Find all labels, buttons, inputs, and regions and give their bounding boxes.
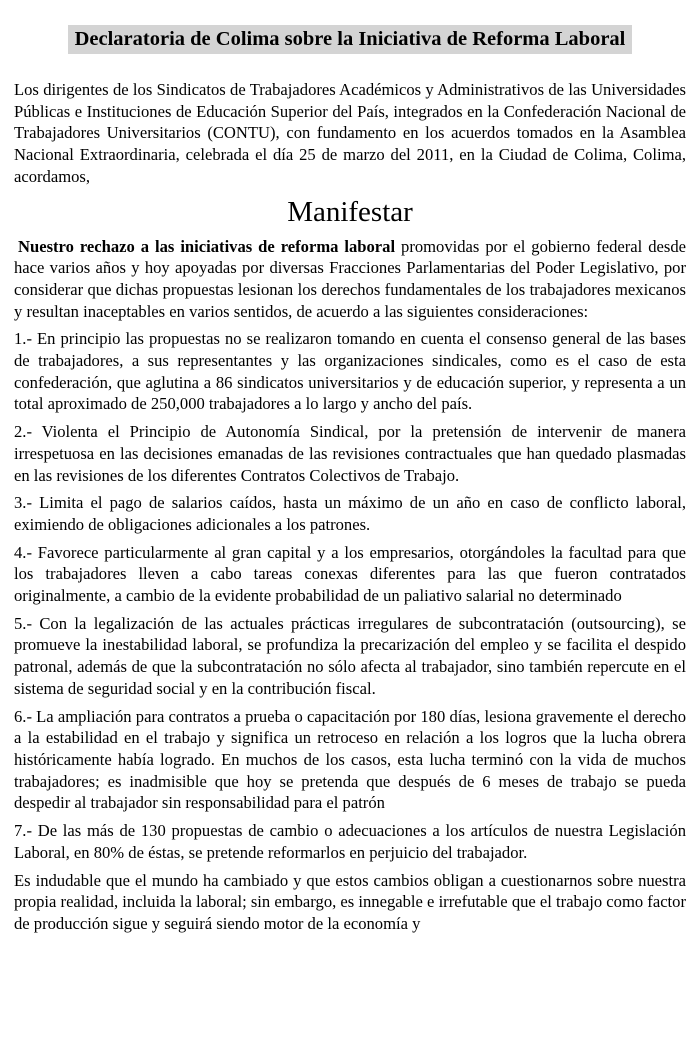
document-title	[14, 24, 686, 54]
closing-paragraph: Es indudable que el mundo ha cambiado y que estos cambios obligan a cuestionarnos sobre nuestra propia realidad, incluida la laboral; sin embargo, es innegable e irrefutable que el trabajo como factor de producción sigue y seguirá siendo motor de la economía y	[14, 870, 686, 933]
manifesto-lead-paragraph	[14, 236, 686, 323]
manifesto-lead-bold-text: Nuestro rechazo a las iniciativas de reforma laboral	[18, 236, 396, 256]
point-6-paragraph: 6.- La ampliación para contratos a prueba o capacitación por 180 días, lesiona gravemente el derecho a la estabilidad en el trabajo y significa un retroceso en relación a los logros que la lucha obrera históricamente había logrado. En muchos de los casos, esta lucha terminó con la vida de muchos trabajadores; es inadmisible que hoy se pretenda que después de 6 meses de trabajo se pueda despedir al trabajador sin responsabilidad para el patrón	[14, 706, 686, 813]
point-1-paragraph: 1.- En principio las propuestas no se realizaron tomando en cuenta el consenso general de las bases de trabajadores, a sus representantes y las organizaciones sindicales, como es el caso de esta confederación, que aglutina a 86 sindicatos universitarios y de educación superior, y representa a un total aproximado de 250,000 trabajadores a lo largo y ancho del país.	[14, 329, 686, 414]
manifesto-lead-rest-text: promovidas por el gobierno federal desde hace varios años y hoy apoyadas por diversas Fracciones Parlamentarias del Poder Legislativo, por considerar que dichas propuestas lesionan los derechos fundamentales de los trabajadores mexicanos y resultan inaceptables en varios sentidos, de acuerdo a las siguientes consideraciones:	[14, 236, 686, 321]
point-7-paragraph: 7.- De las más de 130 propuestas de cambio o adecuaciones a los artículos de nuestra Legislación Laboral, en 80% de éstas, se pretende reformarlos en perjuicio del trabajador.	[14, 821, 686, 862]
point-4-paragraph: 4.- Favorece particularmente al gran capital y a los empresarios, otorgándoles la facultad para que los trabajadores lleven a cabo tareas conexas diferentes para las que fueron contratados originalmente, a cambio de la evidente probabilidad de un paliativo salarial no determinado	[14, 542, 686, 606]
point-5-paragraph: 5.- Con la legalización de las actuales prácticas irregulares de subcontratación (outsourcing), se promueve la inestabilidad laboral, se profundiza la precarización del empleo y se facilita el despido patronal, además de que la subcontratación no sólo afecta al trabajador, sino también repercute en el sistema de seguridad social y en la contribución fiscal.	[14, 613, 686, 698]
document-title-highlight: Declaratoria de Colima sobre la Iniciativa de Reforma Laboral	[68, 25, 633, 54]
point-2-paragraph: 2.- Violenta el Principio de Autonomía Sindical, por la pretensión de intervenir de manera irrespetuosa en las decisiones emanadas de las revisiones contractuales que han quedado plasmadas en las revisiones de los diferentes Contratos Colectivos de Trabajo.	[14, 422, 686, 485]
point-3-paragraph: 3.- Limita el pago de salarios caídos, hasta un máximo de un año en caso de conflicto laboral, eximiendo de obligaciones adicionales a los patrones.	[14, 493, 686, 534]
intro-paragraph: Los dirigentes de los Sindicatos de Trabajadores Académicos y Administrativos de las Universidades Públicas e Instituciones de Educación Superior del País, integrados en la Confederación Nacional de Trabajadores Universitarios (CONTU), con fundamento en los acuerdos tomados en la Asamblea Nacional Extraordinaria, celebrada el día 25 de marzo del 2011, en la Ciudad de Colima, Colima, acordamos,	[14, 80, 686, 186]
manifestar-heading: Manifestar	[287, 195, 413, 228]
